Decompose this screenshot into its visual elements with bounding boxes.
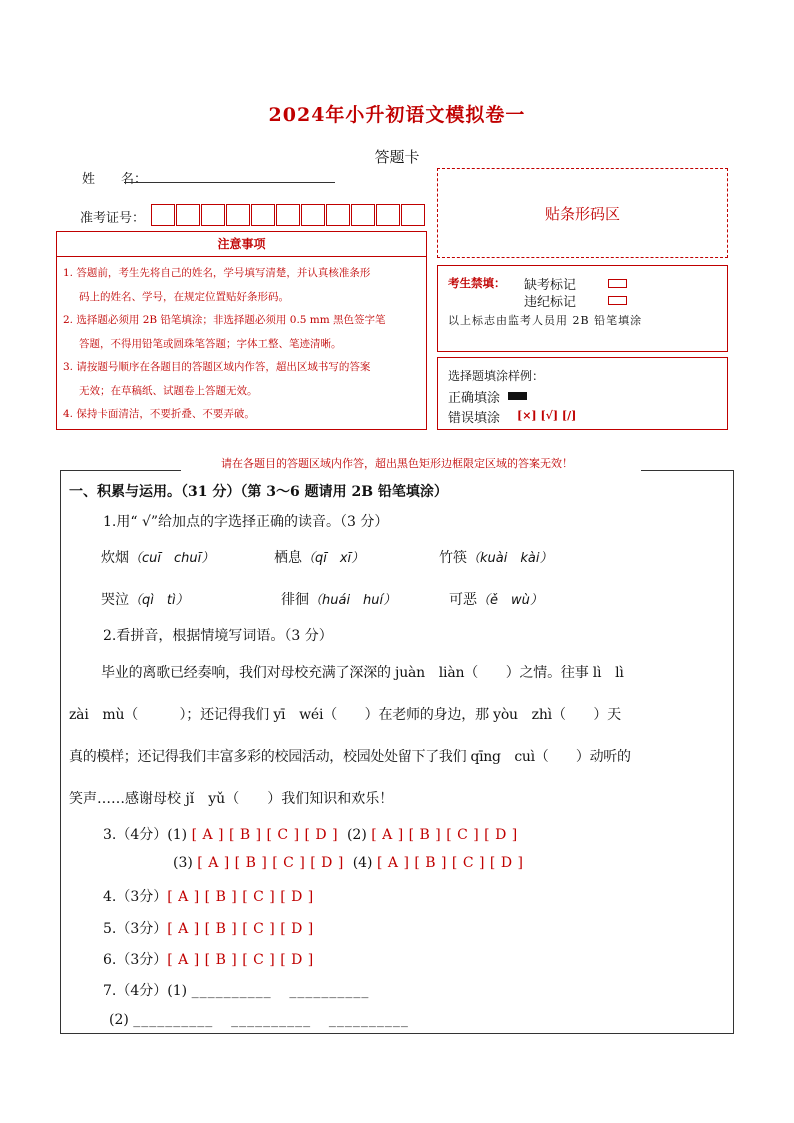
notice-item: 答题，不得用铅笔或圆珠笔答题；字体工整、笔迹清晰。 — [79, 337, 342, 350]
absent-mark-label: 缺考标记 — [524, 278, 577, 293]
forbid-label: 考生禁填： — [448, 276, 506, 290]
q1-pinyin-choice[interactable]: （kuài kài） — [467, 551, 553, 566]
name-label: 姓 名： — [82, 172, 148, 187]
id-digit-box[interactable] — [401, 204, 425, 226]
id-digit-box[interactable] — [351, 204, 375, 226]
q6-options[interactable]: [ A ] [ B ] [ C ] [ D ] — [167, 952, 314, 968]
id-digit-box[interactable] — [301, 204, 325, 226]
correct-fill-mark — [508, 392, 527, 400]
q1-word: 竹筷 — [439, 550, 467, 566]
q2-passage-line[interactable]: 毕业的离歌已经奏响，我们对母校充满了深深的 juàn liàn（ ）之情。往事 lì lì — [101, 665, 624, 681]
forbid-note: 以上标志由监考人员用 2B 铅笔填涂 — [448, 314, 643, 327]
q1-item — [281, 589, 396, 609]
q1-item — [101, 547, 214, 567]
q1-pinyin-choice[interactable]: （qì tì） — [129, 593, 189, 608]
q3-part-3-label: (3) — [173, 855, 193, 871]
q1-word: 栖息 — [274, 550, 302, 566]
q3-part-3-options[interactable]: [ A ] [ B ] [ C ] [ D ] — [197, 855, 344, 871]
q7-answer-blank[interactable]: __________ — [231, 1012, 312, 1028]
wrong-fill-label: 错误填涂 — [448, 411, 501, 426]
q1-pinyin-choice[interactable]: （cuī chuī） — [129, 551, 215, 566]
absent-mark-box[interactable] — [608, 279, 627, 288]
answer-area-warning: 请在各题目的答题区域内作答，超出黑色矩形边框限定区域的答案无效！ — [221, 457, 573, 470]
q1-pinyin-choice[interactable]: （qī xī） — [302, 551, 365, 566]
id-digit-box[interactable] — [201, 204, 225, 226]
q1-item — [101, 589, 189, 609]
id-digit-box[interactable] — [226, 204, 250, 226]
barcode-label: 贴条形码区 — [544, 204, 620, 223]
id-digit-box[interactable] — [276, 204, 300, 226]
notice-item: 1. 答题前，考生先将自己的姓名，学号填写清楚，并认真核准条形 — [63, 267, 371, 279]
examinee-forbid-box — [437, 265, 728, 352]
name-input-line[interactable] — [124, 182, 335, 183]
notice-item: 2. 选择题必须用 2B 铅笔填涂；非选择题必须用 0.5 mm 黑色签字笔 — [63, 314, 386, 326]
q1-pinyin-choice[interactable]: （ě wù） — [477, 593, 543, 608]
q1-word: 炊烟 — [101, 550, 129, 566]
q1-word: 可恶 — [449, 592, 477, 608]
q7-row-1 — [103, 980, 369, 1000]
q3-label: 3.（4分） — [103, 827, 168, 843]
id-number-boxes[interactable] — [151, 204, 426, 226]
q4-options[interactable]: [ A ] [ B ] [ C ] [ D ] — [167, 889, 314, 905]
id-label: 准考证号： — [80, 211, 146, 226]
q5-options[interactable]: [ A ] [ B ] [ C ] [ D ] — [167, 921, 314, 937]
notice-heading: 注意事项 — [57, 232, 426, 257]
q1-word: 哭泣 — [101, 592, 129, 608]
notice-item: 4. 保持卡面清洁，不要折叠、不要弄破。 — [63, 408, 255, 420]
notice-box — [56, 231, 427, 430]
id-digit-box[interactable] — [376, 204, 400, 226]
q1-item — [439, 547, 552, 567]
violation-mark-label: 违纪标记 — [524, 295, 577, 310]
section1-heading: 一、积累与运用。（31 分）（第 3～6 题请用 2B 铅笔填涂） — [69, 484, 448, 500]
q3-part-4-options[interactable]: [ A ] [ B ] [ C ] [ D ] — [376, 855, 524, 871]
answer-region — [60, 470, 734, 1034]
q4-row — [103, 886, 314, 906]
violation-mark-box[interactable] — [608, 296, 627, 305]
q7-answer-blank[interactable]: __________ — [328, 1012, 409, 1028]
id-digit-box[interactable] — [251, 204, 275, 226]
q5-label: 5.（3分） — [103, 921, 168, 937]
q7-row-2 — [109, 1012, 409, 1028]
q6-label: 6.（3分） — [103, 952, 168, 968]
q2-passage-line[interactable]: 真的模样；还记得我们丰富多彩的校园活动，校园处处留下了我们 qīng cuì（ ）动听的 — [69, 749, 631, 765]
id-digit-box[interactable] — [151, 204, 175, 226]
id-digit-box[interactable] — [176, 204, 200, 226]
answer-sheet-subtitle: 答题卡 — [374, 148, 420, 166]
q2-passage-line[interactable]: 笑声……感谢母校 jǐ yǔ（ ）我们知识和欢乐！ — [69, 791, 394, 807]
q3-part-1-label: (1) — [167, 827, 188, 843]
sample-title: 选择题填涂样例： — [448, 369, 545, 383]
q7-answer-blank[interactable]: __________ — [191, 983, 272, 999]
q7-answer-blank[interactable]: __________ — [133, 1012, 214, 1028]
q1-item — [449, 589, 543, 609]
q1-word: 徘徊 — [281, 592, 309, 608]
notice-item: 无效；在草稿纸、试题卷上答题无效。 — [79, 384, 258, 397]
id-digit-box[interactable] — [326, 204, 350, 226]
q7-label: 7.（4分） — [103, 983, 168, 999]
q5-row — [103, 918, 314, 938]
q3-row-1 — [103, 824, 518, 844]
q3-part-2-options[interactable]: [ A ] [ B ] [ C ] [ D ] — [371, 827, 518, 843]
fill-sample-box — [437, 357, 728, 430]
q6-row — [103, 949, 314, 969]
q1-pinyin-choice[interactable]: （huái huí） — [309, 593, 397, 608]
wrong-fill-marks: [×] [√] [/] — [517, 409, 577, 422]
q1-prompt: 1.用“ √”给加点的字选择正确的读音。（3 分） — [103, 514, 389, 530]
q2-passage-line[interactable]: zài mù（ ）；还记得我们 yī wéi（ ）在老师的身边，那 yòu zhì（ ）天 — [69, 707, 621, 723]
q1-item — [274, 547, 364, 567]
q3-part-4-label: (4) — [352, 855, 373, 871]
exam-title: 2024年小升初语文模拟卷一 — [268, 104, 526, 126]
q7-part-1-label: (1) — [167, 983, 188, 999]
q7-part-2-label: (2) — [109, 1012, 129, 1028]
q3-part-2-label: (2) — [346, 827, 367, 843]
q3-row-2 — [173, 855, 523, 871]
correct-fill-label: 正确填涂 — [448, 391, 501, 406]
q4-label: 4.（3分） — [103, 889, 168, 905]
notice-item: 码上的姓名、学号，在规定位置贴好条形码。 — [79, 290, 289, 303]
barcode-area — [437, 168, 728, 258]
q7-answer-blank[interactable]: __________ — [289, 983, 370, 999]
notice-item: 3. 请按题号顺序在各题目的答题区域内作答，超出区域书写的答案 — [63, 361, 371, 373]
q2-prompt: 2.看拼音，根据情境写词语。（3 分） — [103, 628, 333, 644]
q3-part-1-options[interactable]: [ A ] [ B ] [ C ] [ D ] — [191, 827, 339, 843]
